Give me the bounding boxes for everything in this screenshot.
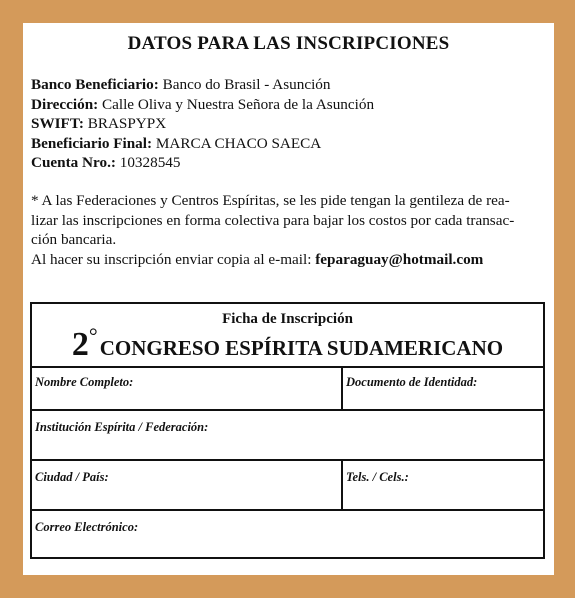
id-document-field[interactable]: Documento de Identidad: [346,375,478,389]
instructions-note: * A las Federaciones y Centros Espíritas, se les pide tengan la gentileza de rea- lizar las inscripciones en forma colectiva para bajar los costos por cada transac- ción bancaria. Al hacer su inscripción enviar copia al e-mail: feparaguay@hotmail.com [31,192,515,268]
form-row-city [32,461,543,511]
congress-title: 2°CONGRESO ESPÍRITA SUDAMERICANO [71,323,504,363]
full-name-field[interactable]: Nombre Completo: [32,366,343,409]
city-country-field[interactable]: Ciudad / País: [32,461,343,509]
institution-field[interactable]: Institución Espírita / Federación: [35,420,209,434]
form-row-name [32,366,543,411]
registration-sheet [23,23,554,575]
bank-beneficiary: Banco Beneficiario: Banco do Brasil - Asunción [31,76,331,93]
registration-form [30,302,545,559]
bank-swift: SWIFT: BRASPYPX [31,115,167,132]
form-subtitle: Ficha de Inscripción [222,311,353,327]
bank-address: Dirección: Calle Oliva y Nuestra Señora de la Asunción [31,95,375,113]
account-number: Cuenta Nro.: 10328545 [31,154,181,171]
form-header [32,304,543,368]
final-beneficiary: Beneficiario Final: MARCA CHACO SAECA [31,134,322,152]
email-field[interactable]: Correo Electrónico: [35,520,139,534]
page-title: DATOS PARA LAS INSCRIPCIONES [127,33,450,54]
phones-field[interactable]: Tels. / Cels.: [346,470,409,484]
form-row-email [32,511,543,557]
form-row-institution [32,411,543,461]
contact-email[interactable]: feparaguay@hotmail.com [315,250,484,268]
bank-details [31,75,546,173]
